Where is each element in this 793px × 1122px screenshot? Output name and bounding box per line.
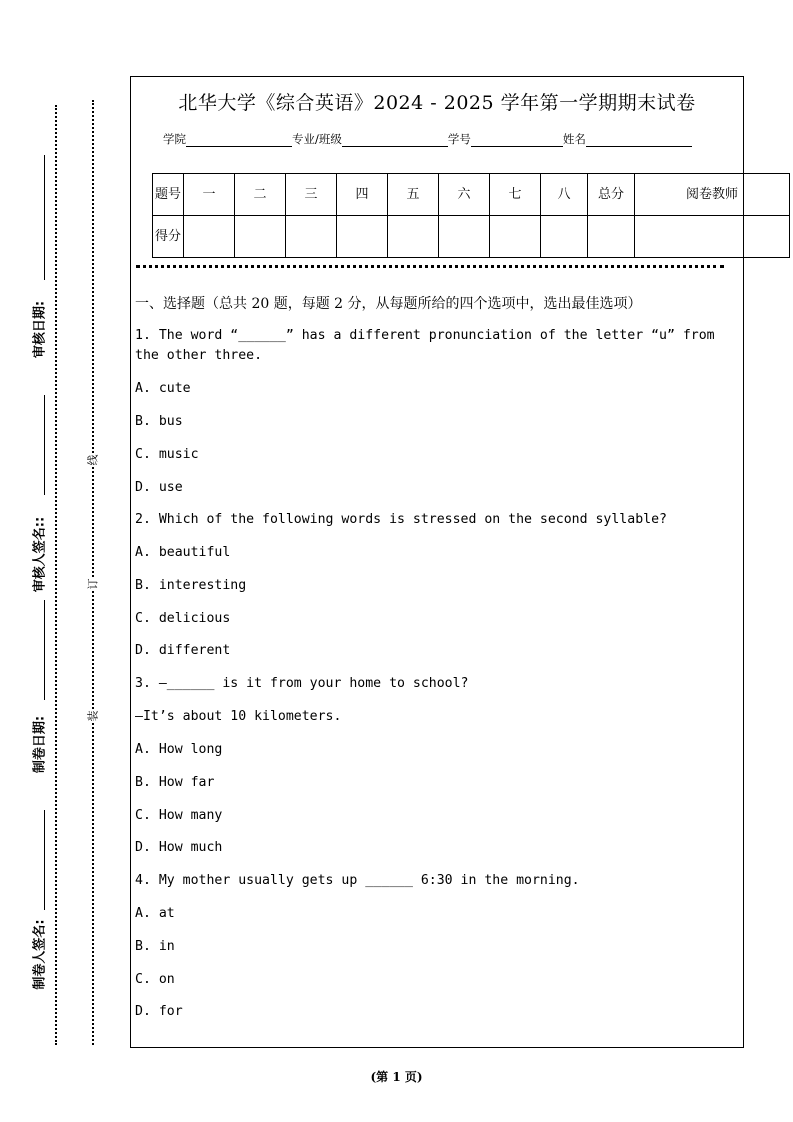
id-label: 学号 xyxy=(447,132,471,146)
q3-stem-line2: —It’s about 10 kilometers. xyxy=(135,709,342,724)
maker-signature-label: 制卷人签名: xyxy=(32,919,48,990)
exam-date-label: 制卷日期: xyxy=(32,715,48,774)
q2-option-b[interactable]: B. interesting xyxy=(135,578,247,593)
q4-option-c[interactable]: C. on xyxy=(135,972,175,987)
college-field[interactable] xyxy=(186,133,292,147)
row-label-question-number: 题号 xyxy=(153,174,184,216)
score-col-1: 一 xyxy=(184,174,235,216)
binding-dotted-line-left xyxy=(55,105,57,1045)
q2-option-a[interactable]: A. beautiful xyxy=(135,545,231,560)
reviewer-signature-blank xyxy=(44,395,45,495)
q2-option-c[interactable]: C. delicious xyxy=(135,611,231,626)
score-col-5: 五 xyxy=(388,174,439,216)
grader-label: 阅卷教师 xyxy=(635,174,790,216)
q4-stem: 4. My mother usually gets up ______ 6:30 in the morning. xyxy=(135,873,580,888)
major-label: 专业/班级 xyxy=(292,132,342,146)
major-field[interactable] xyxy=(342,133,448,147)
score-table xyxy=(152,173,790,258)
score-cell-7[interactable] xyxy=(490,216,541,258)
score-cell-total[interactable] xyxy=(588,216,635,258)
section-heading: 一、选择题（总共 20 题，每题 2 分，从每题所给的四个选项中，选出最佳选项） xyxy=(135,296,642,312)
student-id-field[interactable] xyxy=(471,133,563,147)
binding-zhuang-char: 装 xyxy=(83,711,103,722)
q2-option-d[interactable]: D. different xyxy=(135,643,231,658)
binding-dotted-line-right xyxy=(92,100,94,1045)
score-col-3: 三 xyxy=(286,174,337,216)
review-date-label: 审核日期: xyxy=(32,300,48,359)
dotted-divider xyxy=(136,265,724,268)
review-date-blank xyxy=(44,155,45,280)
score-cell-4[interactable] xyxy=(337,216,388,258)
name-label: 姓名 xyxy=(562,132,586,146)
q3-option-a[interactable]: A. How long xyxy=(135,742,223,757)
q4-option-b[interactable]: B. in xyxy=(135,939,175,954)
binding-line-char: 线 xyxy=(83,455,103,466)
score-cell-6[interactable] xyxy=(439,216,490,258)
q1-option-c[interactable]: C. music xyxy=(135,447,199,462)
q4-option-a[interactable]: A. at xyxy=(135,906,175,921)
score-cell-1[interactable] xyxy=(184,216,235,258)
name-field[interactable] xyxy=(586,133,692,147)
score-col-2: 二 xyxy=(235,174,286,216)
student-info-row xyxy=(163,131,692,147)
score-col-6: 六 xyxy=(439,174,490,216)
reviewer-signature-label: 审核人签名:: xyxy=(32,516,48,593)
score-col-total: 总分 xyxy=(588,174,635,216)
exam-title: 北华大学《综合英语》2024 - 2025 学年第一学期期末试卷 xyxy=(178,92,696,114)
q1-stem-line2: the other three. xyxy=(135,348,263,363)
q3-stem-line1: 3. —______ is it from your home to school? xyxy=(135,676,469,691)
maker-signature-blank xyxy=(44,810,45,910)
score-col-7: 七 xyxy=(490,174,541,216)
binding-ding-char: 订 xyxy=(83,579,103,590)
score-cell-8[interactable] xyxy=(541,216,588,258)
q1-option-a[interactable]: A. cute xyxy=(135,381,191,396)
score-cell-2[interactable] xyxy=(235,216,286,258)
score-col-4: 四 xyxy=(337,174,388,216)
grader-cell[interactable] xyxy=(635,216,790,258)
q1-option-b[interactable]: B. bus xyxy=(135,414,183,429)
score-cell-5[interactable] xyxy=(388,216,439,258)
q3-option-d[interactable]: D. How much xyxy=(135,840,223,855)
score-cell-3[interactable] xyxy=(286,216,337,258)
q1-option-d[interactable]: D. use xyxy=(135,480,183,495)
row-label-score: 得分 xyxy=(153,216,184,258)
q4-option-d[interactable]: D. for xyxy=(135,1004,183,1019)
q3-option-b[interactable]: B. How far xyxy=(135,775,215,790)
q2-stem: 2. Which of the following words is stressed on the second syllable? xyxy=(135,512,667,527)
college-label: 学院 xyxy=(163,132,186,146)
q3-option-c[interactable]: C. How many xyxy=(135,808,223,823)
q1-stem-line1: 1. The word “______” has a different pronunciation of the letter “u” from xyxy=(135,328,715,343)
score-col-8: 八 xyxy=(541,174,588,216)
page-number: (第 1 页) xyxy=(370,1070,423,1084)
exam-date-blank xyxy=(44,600,45,700)
